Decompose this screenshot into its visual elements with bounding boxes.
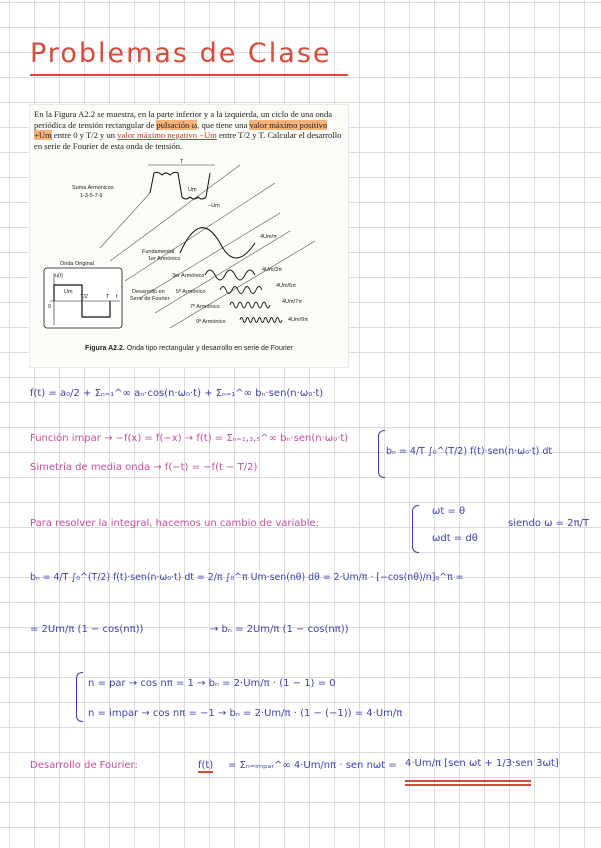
label-Um-top: Um [188,187,197,193]
desarrollo-ft: f(t) [198,760,214,771]
bn-result-right: → bₙ = 2Um/π (1 − cos(nπ)) [210,624,349,635]
harmonic-3-wave [205,270,255,280]
label-quinto-armonico: 5º Armónico [176,289,206,295]
label-noveno-armonico: 9º Armónico [196,319,226,325]
label-suma-sub: 1-3-5-7-9 [80,193,103,199]
fourier-series-formula: f(t) = a₀/2 + Σₙ₌₁^∞ aₙ·cos(n·ω₀·t) + Σₙ₌₁^∞ bₙ·sen(n·ω₀·t) [30,388,324,399]
final-underline-2 [405,784,531,786]
label-primer-armonico: 1er Armónico [148,256,181,262]
desarrollo-label: Desarrollo de Fourier: [30,760,138,771]
label-suma: Suma Armónicos [72,185,114,191]
fundamental-wave [180,228,255,258]
funcion-impar-line: Función impar → −f(x) = f(−x) → f(t) = Σₙ₌₁,₃,₅^∞ bₙ·sen(n·ω₀·t) [30,433,349,444]
label-desarrollo-1: Desarrollo en [132,289,165,295]
harmonic-9-wave [240,318,282,323]
label-t: t [116,294,118,300]
problem-statement: En la Figura A2.2 se muestra, en la parte inferior y a la izquierda, un ciclo de una onda periódica de tensión rectangular de pulsación ω, que tiene una valor máximo positivo +Um entre 0 y T/2 y un valor máximo negativo −Um entre T/2 y T. Calcular el desarrollo en serie de Fourier de esta onda de tensión. [34,109,342,151]
label-ut: u(t) [55,273,64,279]
cambio-variable-text: Para resolver la integral, hacemos un cambio de variable: [30,518,320,529]
case-n-par: n = par → cos nπ = 1 → bₙ = 2·Um/π · (1 − 1) = 0 [88,678,336,689]
highlight-pulsacion: pulsación ω [156,119,198,130]
desarrollo-sum: = Σₙ₌ᵢₘₚₐᵣ^∞ 4·Um/nπ · sen nωt = [228,760,397,771]
cambio-2: ωdt = dθ [432,533,478,544]
brace-cambio [412,505,419,553]
label-septimo-armonico: 7º Armónico [190,304,220,310]
fourier-figure [30,153,348,343]
problem-statement-box [30,105,348,367]
title-underline [30,74,348,76]
label-T-top: T [180,159,184,165]
highlight-valor-negativo: valor máximo negativo −Um [117,130,217,140]
label-amp1: 4Um/π [260,234,277,240]
case-n-impar: n = impar → cos nπ = −1 → bₙ = 2·Um/π · (1 − (−1)) = 4·Um/π [88,708,403,719]
label-T2: T/2 [80,294,88,300]
label-tercer-armonico: 3er Armónico [172,273,205,279]
bn-result-left: = 2Um/π (1 − cos(nπ)) [30,624,144,635]
bn-calculation: bₙ = 4/T ∫₀^(T/2) f(t)·sen(n·ω₀·t) dt = 2/π ∫₀^π Um·sen(nθ) dθ = 2·Um/π · [−cos(nθ)/n]₀^π = [30,572,464,583]
siendo-omega: siendo ω = 2π/T [508,518,590,529]
label-fundamental: Fundamental [142,249,175,255]
bn-definition: bₙ = 4/T ∫₀^(T/2) f(t)·sen(n·ω₀·t) dt [386,446,553,457]
label-amp5: 4Um/5π [276,283,296,289]
label-minus-Um-top: −Um [208,203,220,209]
highlight-valor-positivo: valor máximo positivo +Um [34,119,328,140]
label-Um: Um [64,289,73,295]
brace-cases [76,672,83,722]
label-T: T [106,294,110,300]
label-onda-original: Onda Original [60,261,94,267]
label-amp9: 4Um/9π [288,317,308,323]
brace-bn [378,430,385,478]
harmonic-7-wave [230,302,270,308]
simetria-line: Simetría de media onda → f(−t) = −f(t − T/2) [30,462,258,473]
label-desarrollo-2: Serie de Fourier [130,296,170,302]
final-underline-1 [405,780,531,782]
cambio-1: ωt = θ [432,506,466,517]
figure-caption: Figura A2.2. Onda tipo rectangular y desarrollo en serie de Fourier [85,345,293,352]
label-amp3: 4Um/3π [262,267,282,273]
page-title: Problemas de Clase [30,38,332,69]
desarrollo-final: 4·Um/π [sen ωt + 1/3·sen 3ωt] [405,758,559,769]
sum-wave [150,172,210,199]
label-cero: 0 [48,304,52,310]
label-amp7: 4Um/7π [282,299,302,305]
harmonic-5-wave [220,287,262,294]
